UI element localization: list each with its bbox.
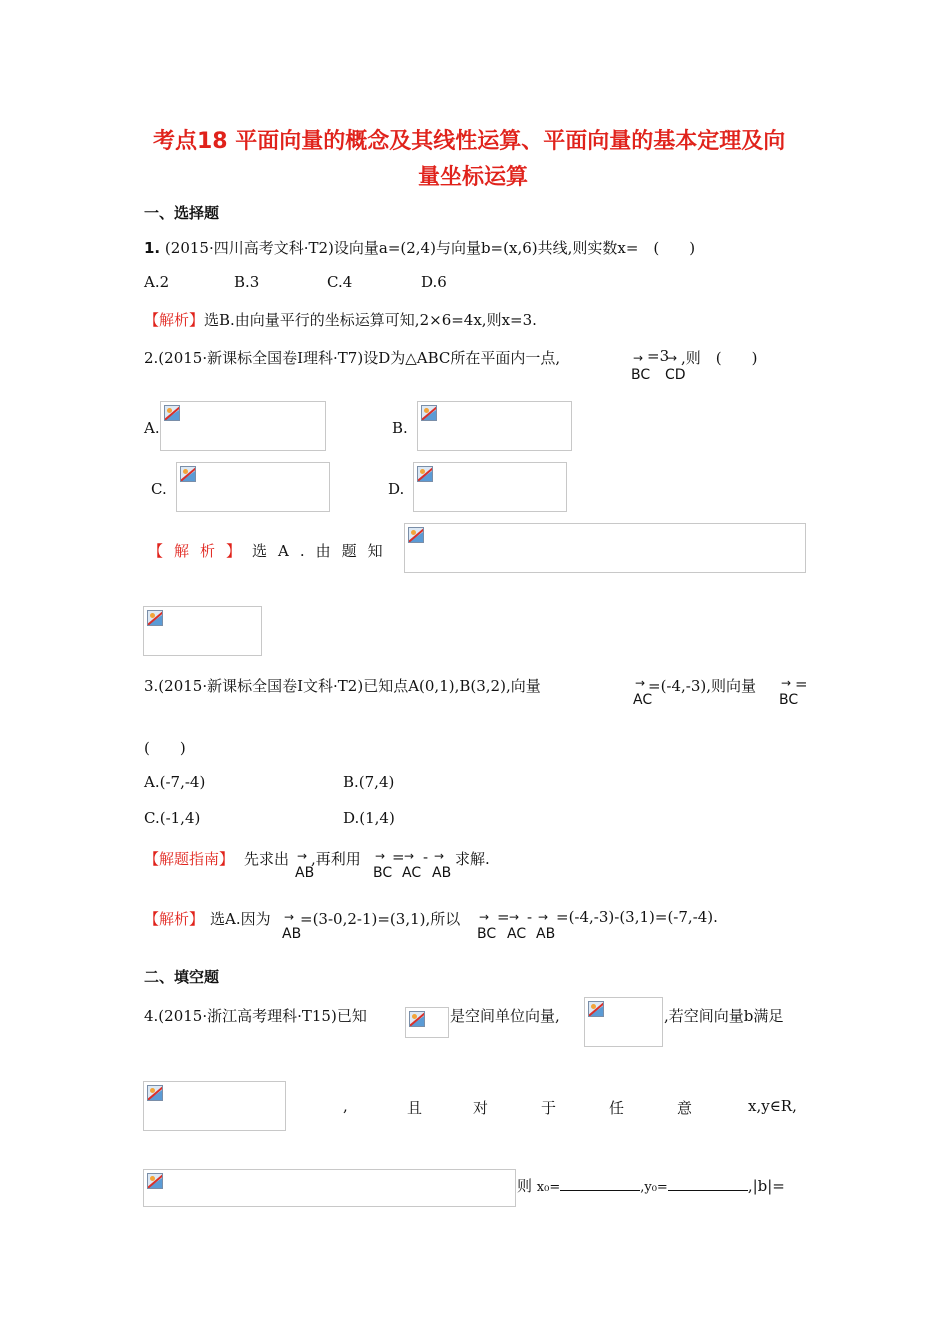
q4-line2-word-2: 对	[473, 1099, 489, 1117]
q2-option-a-image	[160, 401, 326, 451]
q4-absb-label: ,|b|=	[747, 1177, 785, 1195]
broken-image-icon	[408, 527, 424, 543]
q3-analysis-text-e: =(-4,-3)-(3,1)=(-7,-4).	[556, 908, 718, 926]
q3-guide-eq: =	[392, 848, 405, 866]
broken-image-icon	[164, 405, 180, 421]
q3-option-b: B.(7,4)	[343, 773, 395, 791]
q3-option-c: C.(-1,4)	[144, 809, 201, 827]
q4-line2-comma: ,	[343, 1097, 348, 1115]
q3-guide-tag: 【解题指南】	[144, 850, 235, 868]
q2-option-c-label: C.	[151, 480, 167, 498]
q2-analysis	[148, 540, 394, 561]
q3-analysis-tag: 【解析】	[144, 910, 205, 928]
section-heading-fill: 二、填空题	[144, 968, 220, 986]
q4-ze: 则	[517, 1177, 533, 1195]
q2-option-d-label: D.	[388, 480, 405, 498]
q4-line2-word-3: 于	[541, 1099, 557, 1117]
q1-option-a: A.2	[144, 273, 170, 291]
vector-arrow-icon: →	[404, 849, 415, 863]
vector-arrow-icon: →	[375, 849, 386, 863]
vector-arrow-icon: →	[479, 910, 490, 924]
q3-text-a: 3.(2015·新课标全国卷Ⅰ文科·T2)已知点A(0,1),B(3,2),向量	[144, 677, 541, 695]
q4-text-a: 4.(2015·浙江高考理科·T15)已知	[144, 1007, 367, 1025]
q1-analysis-text: 选B.由向量平行的坐标运算可知,2×6=4x,则x=3.	[204, 311, 537, 329]
vector-arrow-icon: →	[635, 676, 646, 690]
broken-image-icon	[417, 466, 433, 482]
broken-image-icon	[147, 1085, 163, 1101]
q1-option-c: C.4	[327, 273, 353, 291]
q3-analysis-text-b: =(3-0,2-1)=(3,1),所以	[300, 910, 461, 928]
vector-arrow-icon: →	[538, 910, 549, 924]
vector-arrow-icon: →	[633, 351, 644, 365]
q4-x0-label: x₀=	[536, 1180, 561, 1195]
q4-line2-tail: x,y∈R,	[748, 1097, 797, 1115]
vector-arrow-icon: →	[297, 849, 308, 863]
broken-image-icon	[588, 1001, 604, 1017]
q4-line2-word-4: 任	[609, 1099, 625, 1117]
q2-option-b-label: B.	[392, 419, 408, 437]
q1-analysis	[144, 309, 537, 330]
q2-text-c: ,则 ( )	[681, 349, 758, 367]
q4-y0-blank[interactable]	[668, 1190, 748, 1191]
q3-analysis-eq: =	[497, 908, 510, 926]
vector-arrow-icon: →	[434, 849, 445, 863]
q3-option-d: D.(1,4)	[343, 809, 395, 827]
q3-text-b: =(-4,-3),则向量	[648, 677, 757, 695]
vector-arrow-icon: →	[284, 910, 295, 924]
q1-option-d: D.6	[421, 273, 447, 291]
broken-image-icon	[147, 610, 163, 626]
q3-guide-text-e: 求解.	[455, 850, 490, 868]
q3-text-c: =	[795, 675, 808, 693]
vector-arrow-icon: →	[667, 351, 678, 365]
q2-analysis-tag: 【解析】	[148, 542, 253, 560]
question-1-number: 1.	[144, 239, 161, 257]
q3-analysis-minus: -	[527, 908, 533, 926]
q2-analysis-text: 选A.由题知	[252, 542, 394, 560]
broken-image-icon	[180, 466, 196, 482]
q4-text-c: ,若空间向量b满足	[664, 1007, 784, 1025]
q3-guide-text-a: 先求出	[244, 850, 290, 868]
q4-x0-blank[interactable]	[560, 1190, 640, 1191]
broken-image-icon	[147, 1173, 163, 1189]
q3-analysis-text-a: 选A.因为	[210, 910, 271, 928]
q3-guide-text-b: ,再利用	[311, 850, 361, 868]
q4-inequality-image	[143, 1169, 516, 1207]
q2-analysis-image-1	[404, 523, 806, 573]
q3-option-a: A.(-7,-4)	[144, 773, 206, 791]
vector-arrow-icon: →	[509, 910, 520, 924]
page-title-line1: 考点18 平面向量的概念及其线性运算、平面向量的基本定理及向	[153, 129, 786, 154]
section-heading-choice: 一、选择题	[144, 204, 220, 222]
q2-option-d-image	[413, 462, 567, 512]
q2-analysis-image-2	[143, 606, 262, 656]
q1-option-b: B.3	[234, 273, 260, 291]
q2-text-a: 2.(2015·新课标全国卷Ⅰ理科·T7)设D为△ABC所在平面内一点,	[144, 349, 561, 367]
q2-option-c-image	[176, 462, 330, 512]
q4-inline-image-2	[584, 997, 663, 1047]
q2-option-a-label: A.	[144, 419, 160, 437]
q4-inline-image-1	[405, 1007, 449, 1038]
broken-image-icon	[409, 1011, 425, 1027]
q4-condition-image	[143, 1081, 286, 1131]
broken-image-icon	[421, 405, 437, 421]
q4-y0-label: ,y₀=	[640, 1180, 668, 1195]
q1-analysis-tag: 【解析】	[144, 311, 205, 329]
q4-answer-line	[517, 1175, 785, 1196]
q2-option-b-image	[417, 401, 572, 451]
q3-guide-minus: -	[423, 848, 429, 866]
page-title-line2: 量坐标运算	[418, 165, 529, 190]
q4-line2-word-1: 且	[407, 1099, 423, 1117]
question-1-text: (2015·四川高考文科·T2)设向量a=(2,4)与向量b=(x,6)共线,则实数x= ( )	[164, 239, 696, 257]
q4-text-b: 是空间单位向量,	[450, 1007, 560, 1025]
q4-line2-word-5: 意	[677, 1099, 693, 1117]
vector-arrow-icon: →	[781, 676, 792, 690]
q2-text-b: =3	[647, 347, 670, 365]
question-1	[144, 237, 695, 258]
q3-answer-paren: ( )	[144, 739, 186, 757]
